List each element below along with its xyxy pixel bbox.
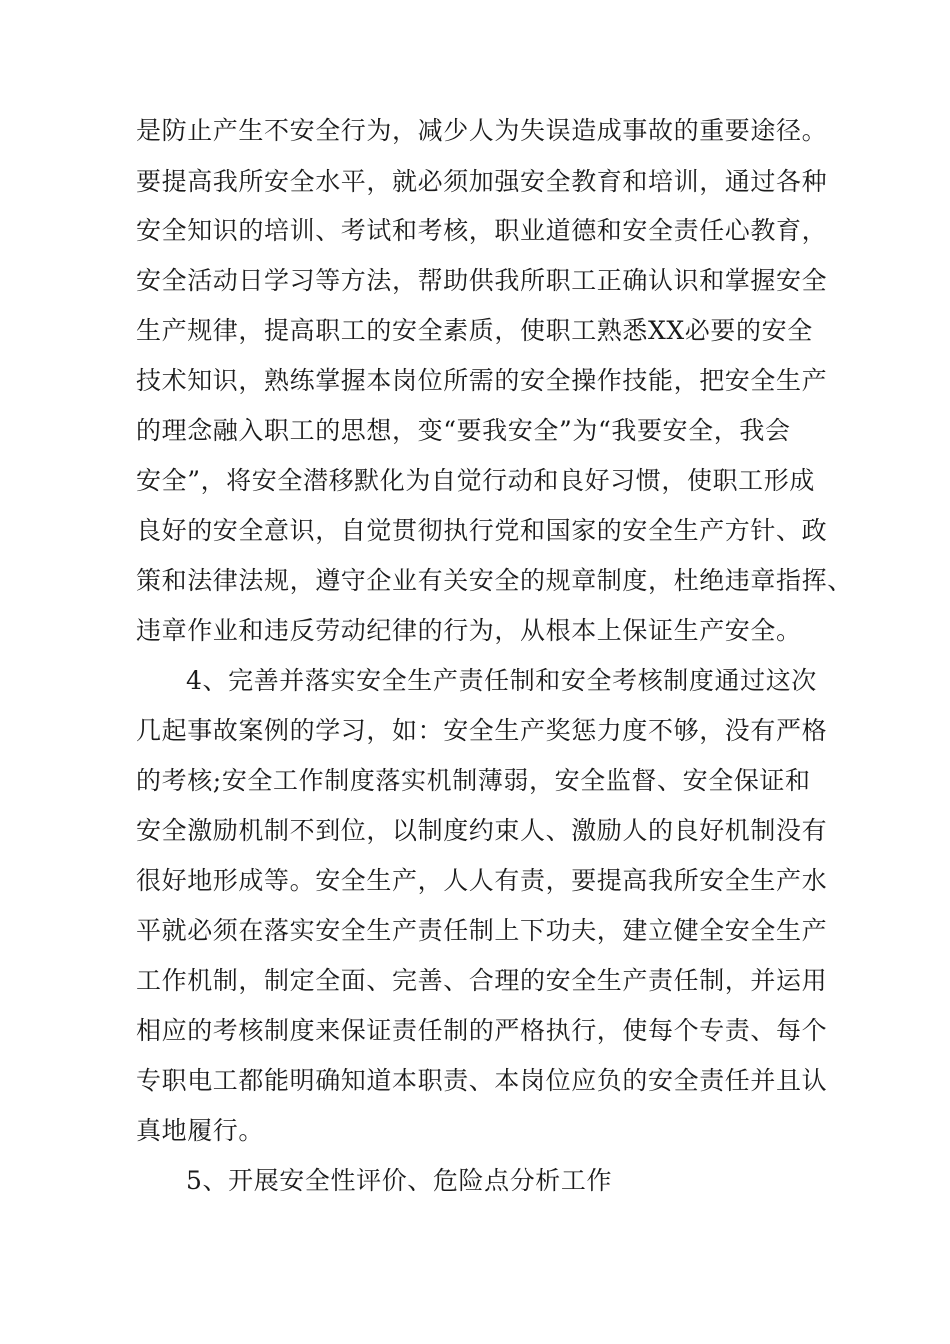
text-line-16: 很好地形成等。安全生产，人人有责，要提高我所安全生产水 [136,866,828,895]
text-line-1: 是防止产生不安全行为，减少人为失误造成事故的重要途径。 [136,116,828,145]
text-line-9: 良好的安全意识，自觉贯彻执行党和国家的安全生产方针、政 [136,516,828,545]
text-line-12: 4、完善并落实安全生产责任制和安全考核制度通过这次 [186,666,817,695]
text-line-8: 安全”，将安全潜移默化为自觉行动和良好习惯，使职工形成 [136,466,815,495]
text-line-7: 的理念融入职工的思想，变“要我安全”为“我要安全，我会 [136,416,791,445]
text-line-18: 工作机制，制定全面、完善、合理的安全生产责任制，并运用 [136,966,828,995]
text-line-22: 5、开展安全性评价、危险点分析工作 [186,1166,613,1195]
text-line-2: 要提高我所安全水平，就必须加强安全教育和培训，通过各种 [136,167,828,196]
text-line-20: 专职电工都能明确知道本职责、本岗位应负的安全责任并且认 [136,1066,828,1095]
text-line-15: 安全激励机制不到位，以制度约束人、激励人的良好机制没有 [136,816,828,845]
text-line-10: 策和法律法规，遵守企业有关安全的规章制度，杜绝违章指挥、 [136,566,853,595]
text-line-14: 的考核;安全工作制度落实机制薄弱，安全监督、安全保证和 [136,766,811,795]
text-line-5: 生产规律，提高职工的安全素质，使职工熟悉XX必要的安全 [136,316,813,345]
text-line-13: 几起事故案例的学习，如：安全生产奖惩力度不够，没有严格 [136,716,828,745]
text-line-21: 真地履行。 [136,1116,265,1145]
text-line-3: 安全知识的培训、考试和考核，职业道德和安全责任心教育， [136,216,828,245]
text-line-11: 违章作业和违反劳动纪律的行为，从根本上保证生产安全。 [136,616,802,645]
text-line-6: 技术知识，熟练掌握本岗位所需的安全操作技能，把安全生产 [136,366,828,395]
text-line-17: 平就必须在落实安全生产责任制上下功夫，建立健全安全生产 [136,916,828,945]
text-line-19: 相应的考核制度来保证责任制的严格执行，使每个专责、每个 [136,1016,828,1045]
text-line-4: 安全活动日学习等方法，帮助供我所职工正确认识和掌握安全 [136,266,828,295]
